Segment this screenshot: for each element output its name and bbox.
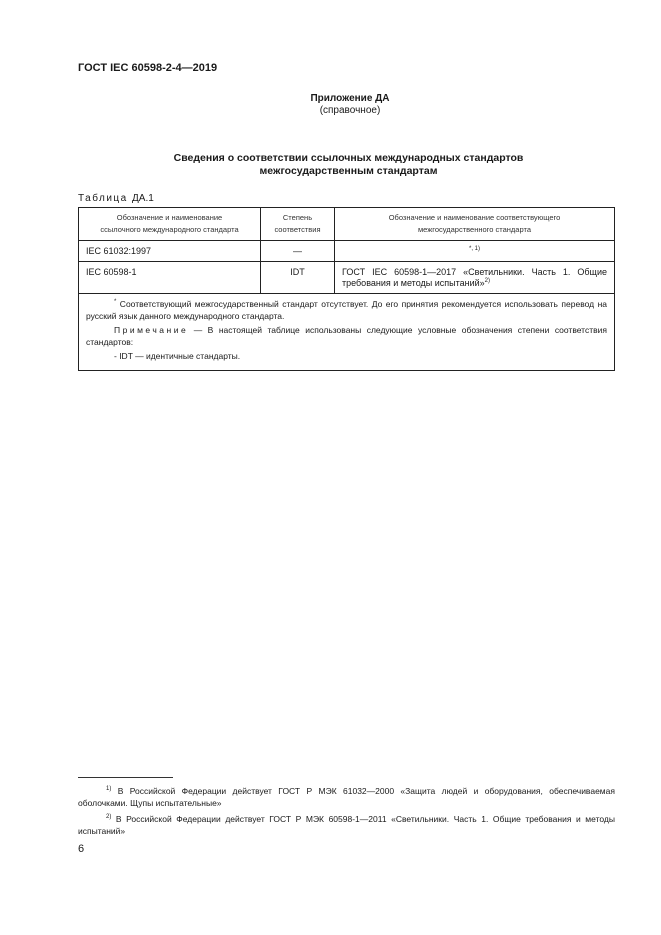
annex-subtitle: (справочное) — [319, 105, 381, 116]
table-label — [78, 193, 154, 204]
footnote-2 — [78, 813, 615, 837]
idt-definition: - IDT — идентичные стандарты. — [114, 351, 241, 361]
section-heading-line-1: Сведения о соответствии ссылочных международных стандартов — [173, 152, 524, 164]
header-degree-line-2: соответствия — [274, 225, 321, 234]
header-intl-standard — [79, 208, 261, 241]
row1-footnote-ref: , 1) — [471, 246, 480, 252]
table-notes — [79, 294, 615, 371]
header-intl-line-1: Обозначение и наименование — [116, 213, 223, 222]
table-header-row — [79, 208, 615, 241]
footnotes — [78, 785, 615, 841]
section-heading-line-2: межгосударственным стандартам — [259, 165, 438, 177]
note-word: Примечание — [114, 325, 189, 335]
table-row — [79, 241, 615, 262]
asterisk-mark: * — [114, 299, 117, 306]
row2-footnote-ref: 2) — [484, 278, 490, 284]
row2-national — [335, 262, 615, 294]
footnote-1 — [78, 785, 615, 809]
asterisk-note-text: Соответствующий межгосударственный стандарт отсутствует. До его принятия рекомендуется использовать перевод на русский язык данного международного стандарта. — [86, 299, 607, 321]
section-heading — [78, 152, 619, 178]
header-degree-line-1: Степень — [282, 213, 313, 222]
footnote-1-mark: 1) — [106, 786, 112, 793]
standards-table — [78, 207, 615, 371]
table-row — [79, 262, 615, 294]
row2-intl: IEC 60598-1 — [79, 262, 261, 294]
row2-degree: IDT — [261, 262, 335, 294]
document-code: ГОСТ IEC 60598-2-4—2019 — [78, 62, 218, 74]
header-intl-line-2: ссылочного международного стандарта — [100, 225, 239, 234]
footnote-1-text: В Российской Федерации действует ГОСТ Р МЭК 61032—2000 «Защита людей и оборудования, обеспечиваемая оболочками. Щупы испытательные» — [78, 786, 615, 808]
row1-national — [335, 241, 615, 262]
note-text: — В настоящей таблице использованы следующие условные обозначения степени соответствия стандартов: — [86, 325, 607, 347]
header-national-line-2: межгосударственного стандарта — [418, 225, 531, 234]
row2-national-text: ГОСТ IEC 60598-1—2017 «Светильники. Часть 1. Общие требования и методы испытаний» — [342, 267, 607, 288]
annex-title: Приложение ДА — [310, 93, 390, 104]
footnote-2-mark: 2) — [106, 814, 112, 821]
header-degree — [261, 208, 335, 241]
row1-intl: IEC 61032:1997 — [79, 241, 261, 262]
general-note — [86, 324, 607, 348]
header-national-line-1: Обозначение и наименование соответствующего — [388, 213, 561, 222]
header-national-standard — [335, 208, 615, 241]
asterisk-note — [86, 298, 607, 322]
page-number: 6 — [78, 843, 85, 855]
row1-degree: — — [261, 241, 335, 262]
footnote-divider — [78, 777, 173, 778]
table-notes-row — [79, 294, 615, 371]
table-label-number: ДА.1 — [132, 193, 154, 204]
table-label-word: Таблица — [78, 193, 128, 204]
row1-asterisk: * — [468, 246, 472, 252]
footnote-2-text: В Российской Федерации действует ГОСТ Р МЭК 60598-1—2011 «Светильники. Часть 1. Общие требования и методы испытаний» — [78, 814, 615, 836]
